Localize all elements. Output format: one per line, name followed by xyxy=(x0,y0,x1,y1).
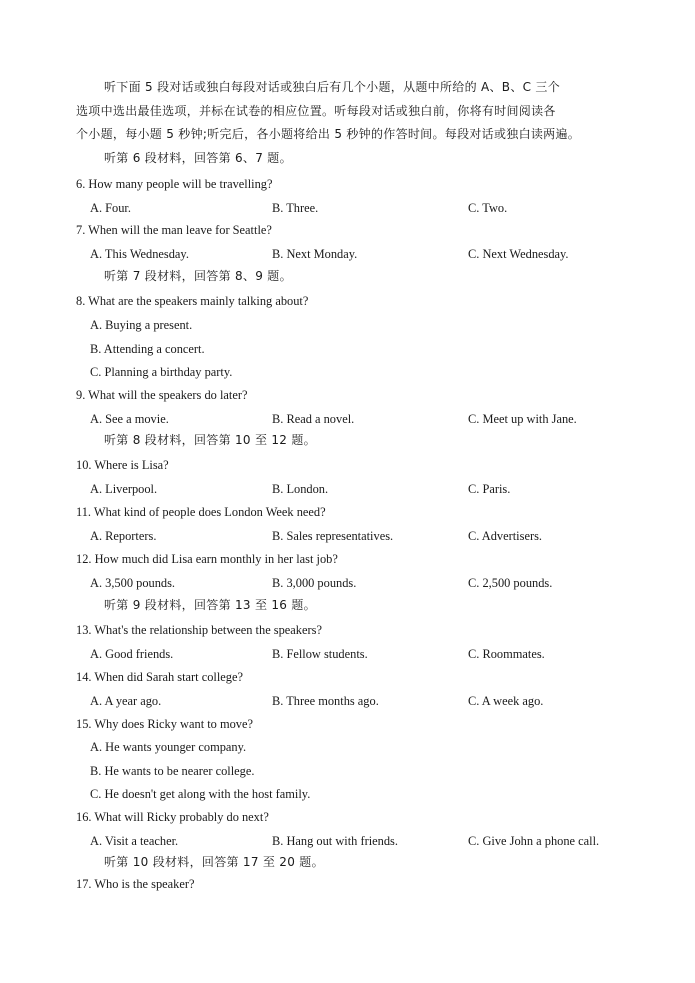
q11-option-a: A. Reporters. xyxy=(90,529,157,543)
q15-option-b: B. He wants to be nearer college. xyxy=(90,764,255,778)
q13-option-b: B. Fellow students. xyxy=(272,647,368,661)
q10-option-a: A. Liverpool. xyxy=(90,482,158,496)
q16-option-c: C. Give John a phone call. xyxy=(468,834,600,848)
section-heading-10: 听第 10 段材料，回答第 17 至 20 题。 xyxy=(104,855,324,869)
q16-option-a: A. Visit a teacher. xyxy=(90,834,179,848)
instructions-line-3: 个小题，每小题 5 秒钟;听完后，各小题将给出 5 秒钟的作答时间。每段对话或独白读两遍。 xyxy=(76,127,581,141)
q14-option-b: B. Three months ago. xyxy=(272,694,379,708)
q6-option-a: A. Four. xyxy=(90,201,131,215)
q15-option-c: C. He doesn't get along with the host family. xyxy=(90,787,311,801)
question-9: 9. What will the speakers do later? xyxy=(76,388,248,402)
q9-option-b: B. Read a novel. xyxy=(272,412,355,426)
section-heading-8: 听第 8 段材料，回答第 10 至 12 题。 xyxy=(104,433,316,447)
instructions-line-2: 选项中选出最佳选项，并标在试卷的相应位置。听每段对话或独白前，你将有时间阅读各 xyxy=(76,104,556,118)
q11-option-c: C. Advertisers. xyxy=(468,529,542,543)
q10-option-c: C. Paris. xyxy=(468,482,511,496)
q14-option-c: C. A week ago. xyxy=(468,694,544,708)
question-16: 16. What will Ricky probably do next? xyxy=(76,810,269,824)
q9-option-a: A. See a movie. xyxy=(90,412,169,426)
q7-option-a: A. This Wednesday. xyxy=(90,247,189,261)
section-heading-7: 听第 7 段材料，回答第 8、9 题。 xyxy=(104,269,292,283)
q16-option-b: B. Hang out with friends. xyxy=(272,834,398,848)
question-6: 6. How many people will be travelling? xyxy=(76,177,273,191)
section-heading-9: 听第 9 段材料，回答第 13 至 16 题。 xyxy=(104,598,316,612)
section-heading-6: 听第 6 段材料，回答第 6、7 题。 xyxy=(104,151,292,165)
q9-option-c: C. Meet up with Jane. xyxy=(468,412,577,426)
question-14: 14. When did Sarah start college? xyxy=(76,670,243,684)
question-10: 10. Where is Lisa? xyxy=(76,458,169,472)
q8-option-a: A. Buying a present. xyxy=(90,318,193,332)
q12-option-c: C. 2,500 pounds. xyxy=(468,576,553,590)
q14-option-a: A. A year ago. xyxy=(90,694,162,708)
q6-option-b: B. Three. xyxy=(272,201,319,215)
question-12: 12. How much did Lisa earn monthly in her last job? xyxy=(76,552,338,566)
q10-option-b: B. London. xyxy=(272,482,329,496)
q11-option-b: B. Sales representatives. xyxy=(272,529,394,543)
question-17: 17. Who is the speaker? xyxy=(76,877,195,891)
question-7: 7. When will the man leave for Seattle? xyxy=(76,223,272,237)
q13-option-a: A. Good friends. xyxy=(90,647,174,661)
q7-option-b: B. Next Monday. xyxy=(272,247,358,261)
q12-option-b: B. 3,000 pounds. xyxy=(272,576,357,590)
question-8: 8. What are the speakers mainly talking about? xyxy=(76,294,309,308)
instructions-line-1: 听下面 5 段对话或独白每段对话或独白后有几个小题，从题中所给的 A、B、C 三个 xyxy=(104,80,561,94)
q13-option-c: C. Roommates. xyxy=(468,647,545,661)
q6-option-c: C. Two. xyxy=(468,201,508,215)
q8-option-c: C. Planning a birthday party. xyxy=(90,365,233,379)
question-11: 11. What kind of people does London Week need? xyxy=(76,505,326,519)
q8-option-b: B. Attending a concert. xyxy=(90,342,205,356)
q12-option-a: A. 3,500 pounds. xyxy=(90,576,176,590)
q15-option-a: A. He wants younger company. xyxy=(90,740,247,754)
q7-option-c: C. Next Wednesday. xyxy=(468,247,569,261)
question-15: 15. Why does Ricky want to move? xyxy=(76,717,253,731)
question-13: 13. What's the relationship between the speakers? xyxy=(76,623,322,637)
